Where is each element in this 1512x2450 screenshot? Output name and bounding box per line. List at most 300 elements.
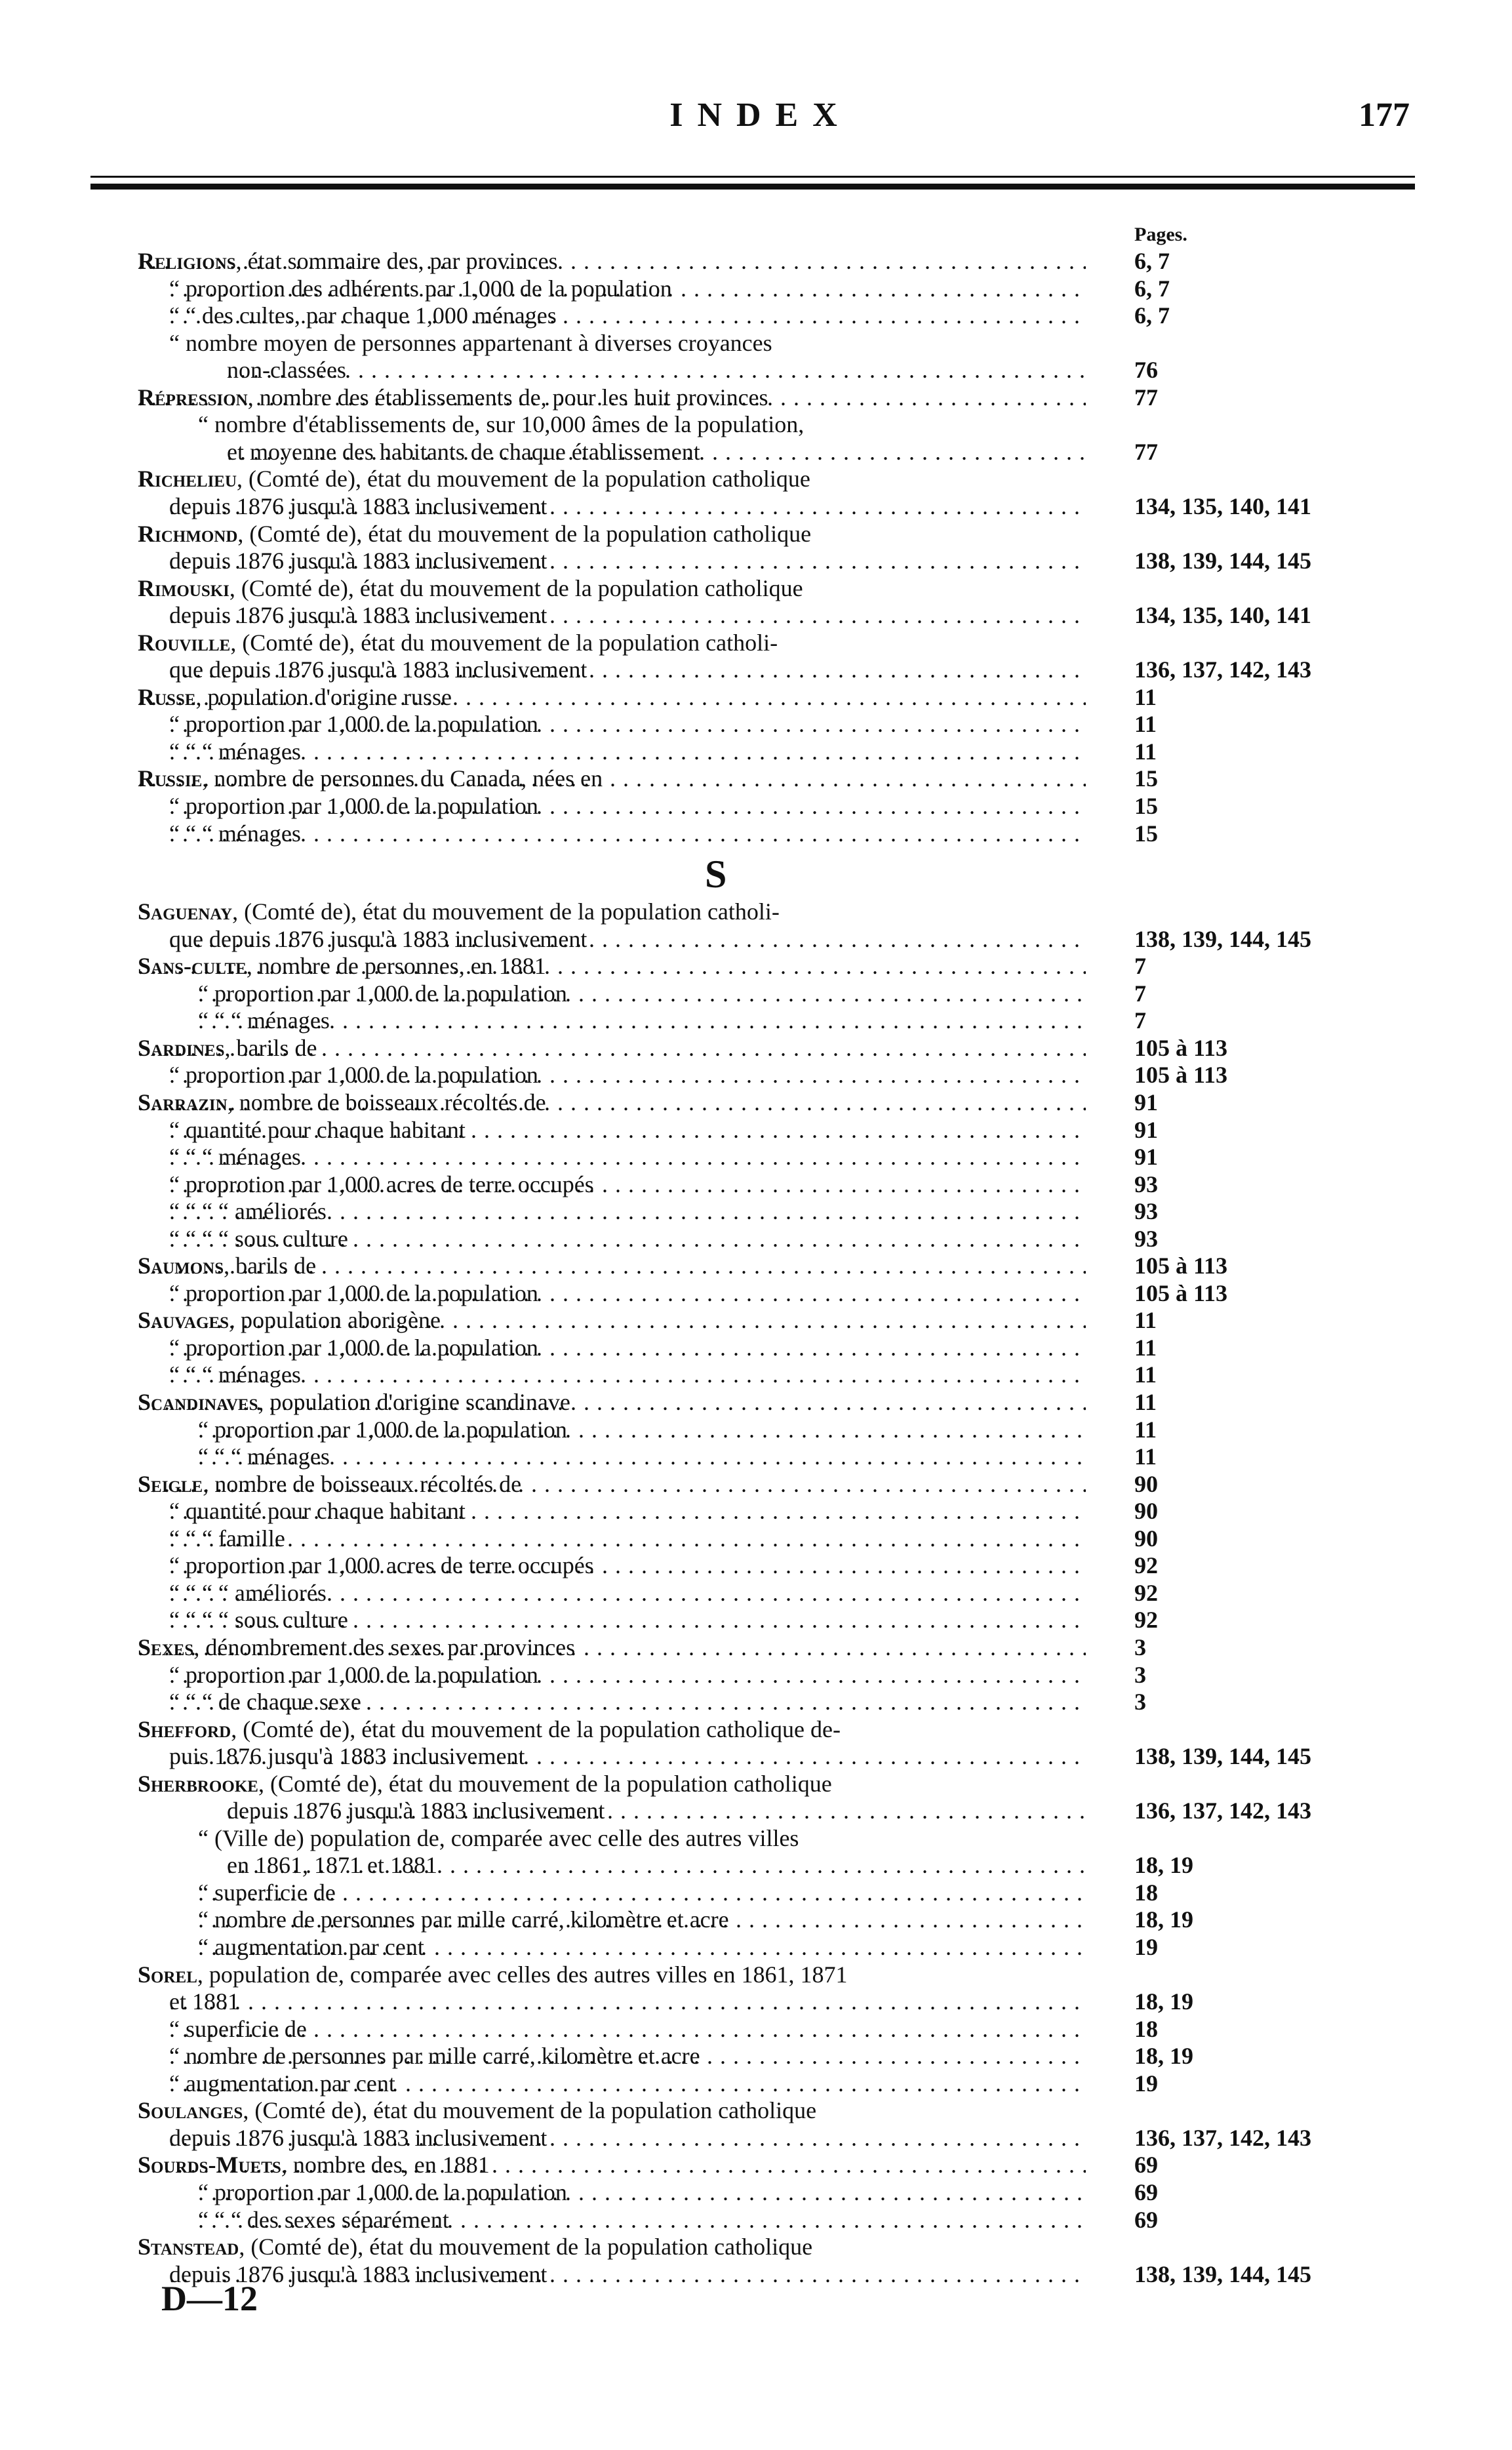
entry-pages: 18, 19 — [1134, 1852, 1193, 1878]
entry-description: , (Comté de), état du mouvement de la population catholique — [237, 466, 810, 492]
index-entry — [0, 1498, 1512, 1525]
entry-pages: 15 — [1134, 765, 1158, 792]
entry-text — [169, 1988, 1086, 2015]
entry-description: “ augmentation par cent — [169, 2070, 395, 2097]
entry-description: “ “ “ ménages — [169, 1144, 301, 1170]
entry-pages: 15 — [1134, 793, 1158, 819]
entry-pages: 91 — [1134, 1144, 1158, 1170]
entry-description: , nombre de personnes, en 1881 — [246, 953, 546, 979]
entry-pages: 138, 139, 144, 145 — [1134, 1743, 1311, 1769]
entry-pages: 69 — [1134, 2179, 1158, 2205]
entry-pages: 11 — [1134, 1361, 1157, 1388]
entry-pages: 90 — [1134, 1471, 1158, 1497]
entry-text — [169, 1335, 1086, 1361]
index-entry — [0, 439, 1512, 466]
entry-text — [138, 248, 1086, 275]
entry-heading: Répression — [138, 384, 248, 411]
entry-pages: 92 — [1134, 1607, 1158, 1633]
entry-description: “ proportion par 1,000 de la population — [198, 980, 567, 1007]
entry-pages: 11 — [1134, 1443, 1157, 1470]
index-entry — [0, 384, 1512, 411]
index-entry — [0, 1198, 1512, 1225]
index-entry — [0, 1552, 1512, 1579]
entry-text — [169, 2125, 1086, 2152]
entry-pages: 77 — [1134, 384, 1158, 411]
index-entry — [0, 1689, 1512, 1716]
entry-text — [138, 898, 1086, 925]
entry-pages: 3 — [1134, 1689, 1146, 1715]
entry-description: , population aborigène — [229, 1307, 441, 1333]
entry-description: “ proprotion par 1,000 acres de terre occupés — [169, 1171, 594, 1197]
entry-description: “ augmentation par cent — [198, 1934, 424, 1960]
entry-text — [169, 1580, 1086, 1607]
entry-description: , (Comté de), état du mouvement de la population catholique — [229, 575, 803, 601]
index-entry — [0, 2234, 1512, 2260]
index-entry — [0, 820, 1512, 847]
entry-text — [169, 1361, 1086, 1388]
entry-description: , état sommaire des, par provinces — [235, 248, 558, 274]
entry-pages: 3 — [1134, 1634, 1146, 1660]
index-entry — [0, 1361, 1512, 1388]
index-entry — [0, 1253, 1512, 1279]
index-entry — [0, 493, 1512, 520]
index-entry — [0, 1580, 1512, 1607]
entry-description: “ proportion par 1,000 de la population — [169, 1280, 538, 1306]
index-entry — [0, 1716, 1512, 1743]
index-entry — [0, 1443, 1512, 1470]
entry-description: “ “ “ de chaque sexe — [169, 1689, 361, 1715]
entry-text — [169, 793, 1086, 820]
index-entry — [0, 1307, 1512, 1334]
entry-description: , dénombrement des sexes par provinces — [193, 1634, 576, 1660]
entry-text — [198, 2207, 1086, 2234]
entry-pages: 136, 137, 142, 143 — [1134, 656, 1311, 683]
entry-text — [169, 2070, 1086, 2097]
entry-text — [169, 1689, 1086, 1716]
entry-pages: 93 — [1134, 1171, 1158, 1197]
entry-text — [169, 820, 1086, 847]
entry-text — [138, 1389, 1086, 1416]
entry-description: , (Comté de), état du mouvement de la population catholique — [237, 521, 812, 547]
entry-heading: Soulanges — [138, 2097, 243, 2123]
entry-pages: 105 à 113 — [1134, 1253, 1228, 1279]
entry-description: , (Comté de), état du mouvement de la population catholi- — [230, 630, 778, 656]
entry-text — [169, 1743, 1086, 1770]
entry-text — [138, 2097, 1086, 2124]
entry-description: “ superficie de — [169, 2016, 307, 2042]
entry-text — [169, 1552, 1086, 1579]
index-entry — [0, 1389, 1512, 1416]
entry-heading: Sherbrooke — [138, 1771, 258, 1797]
entry-text — [138, 1771, 1086, 1797]
entry-text — [169, 1144, 1086, 1171]
entry-description: “ “ “ ménages — [169, 820, 301, 847]
index-entry — [0, 1988, 1512, 2015]
printer-signature: D—12 — [161, 2279, 258, 2318]
entry-description: “ “ “ ménages — [198, 1007, 330, 1034]
entry-text — [169, 1607, 1086, 1634]
index-entry — [0, 1634, 1512, 1661]
entry-pages: 105 à 113 — [1134, 1062, 1228, 1088]
entry-description: que depuis 1876 jusqu'à 1883 inclusivement — [169, 656, 587, 683]
index-entry — [0, 411, 1512, 438]
entry-heading: Rimouski — [138, 575, 229, 601]
entry-heading: Saumons — [138, 1253, 224, 1279]
index-entry — [0, 2125, 1512, 2152]
entry-description: “ proportion des adhérents par 1,000 de la population — [169, 275, 672, 302]
entry-description: “ (Ville de) population de, comparée avec celle des autres villes — [198, 1825, 799, 1851]
entry-description: “ proportion par 1,000 de la population — [169, 1062, 538, 1088]
entry-heading: Rouville — [138, 630, 231, 656]
index-entry — [0, 275, 1512, 302]
index-entry — [0, 1226, 1512, 1253]
index-entry — [0, 1906, 1512, 1933]
entry-description: depuis 1876 jusqu'à 1883 inclusivement — [169, 548, 547, 574]
entry-heading: Richelieu — [138, 466, 237, 492]
entry-text — [138, 1035, 1086, 1062]
entry-description: et moyenne des habitants de chaque établissement — [227, 439, 700, 465]
entry-description: , nombre de boisseaux récoltés de — [227, 1089, 546, 1115]
entry-heading: Sardines — [138, 1035, 225, 1061]
entry-description: depuis 1876 jusqu'à 1883 inclusivement — [227, 1797, 605, 1824]
entry-text — [198, 1934, 1086, 1961]
entry-text — [138, 1961, 1086, 1988]
entry-text — [169, 1226, 1086, 1253]
entry-description: , nombre de boisseaux récoltés de — [203, 1471, 522, 1497]
entry-description: “ superficie de — [198, 1879, 336, 1906]
page-number: 177 — [1359, 96, 1410, 134]
entry-pages: 77 — [1134, 439, 1158, 465]
entry-description: , (Comté de), état du mouvement de la population catholi- — [232, 898, 780, 925]
entry-pages: 3 — [1134, 1662, 1146, 1688]
entry-description: , barils de — [224, 1253, 317, 1279]
entry-text — [138, 953, 1086, 980]
index-entry — [0, 980, 1512, 1007]
index-entry — [0, 630, 1512, 656]
entry-text — [169, 1117, 1086, 1144]
entry-heading: Sauvages — [138, 1307, 229, 1333]
entry-pages: 91 — [1134, 1089, 1158, 1115]
entry-text — [138, 466, 1086, 492]
entry-text — [169, 275, 1086, 302]
index-entry — [0, 656, 1512, 683]
index-entry — [0, 248, 1512, 275]
index-entry — [0, 1662, 1512, 1689]
index-entry — [0, 738, 1512, 765]
entry-pages: 7 — [1134, 980, 1146, 1007]
entry-pages: 6, 7 — [1134, 248, 1170, 274]
index-entry — [0, 2152, 1512, 2179]
entry-description: , (Comté de), état du mouvement de la population catholique — [239, 2234, 813, 2260]
entry-description: , nombre de personnes du Canada, nées en — [202, 765, 603, 792]
entry-description: “ proportion par 1,000 de la population — [198, 2179, 567, 2205]
entry-text — [138, 2152, 1086, 2179]
entry-pages: 93 — [1134, 1198, 1158, 1224]
entry-description: “ “ “ “ améliorés — [169, 1198, 327, 1224]
entry-description: , population d'origine scandinave — [258, 1389, 570, 1415]
entry-text — [169, 2261, 1086, 2288]
entry-heading: Sourds-Muets — [138, 2152, 281, 2178]
entry-description: “ proportion par 1,000 de la population — [169, 793, 538, 819]
entry-pages: 7 — [1134, 953, 1146, 979]
entry-pages: 69 — [1134, 2207, 1158, 2233]
entry-pages: 7 — [1134, 1007, 1146, 1034]
entry-heading: Stanstead — [138, 2234, 239, 2260]
entry-text — [198, 1007, 1086, 1034]
entry-pages: 91 — [1134, 1117, 1158, 1143]
entry-heading: Russie — [138, 765, 203, 792]
entry-pages: 136, 137, 142, 143 — [1134, 1797, 1311, 1824]
entry-heading: Russe — [138, 684, 196, 710]
index-entry — [0, 1062, 1512, 1089]
entry-heading: Sans-culte — [138, 953, 247, 979]
index-entry — [0, 1335, 1512, 1361]
index-entry — [0, 2207, 1512, 2234]
entry-pages: 138, 139, 144, 145 — [1134, 548, 1311, 574]
entry-text — [169, 330, 1086, 357]
entry-pages: 134, 135, 140, 141 — [1134, 493, 1311, 519]
entry-text — [227, 1852, 1086, 1879]
entry-pages: 69 — [1134, 2152, 1158, 2178]
entry-heading: Sexes — [138, 1634, 194, 1660]
entry-pages: 138, 139, 144, 145 — [1134, 2261, 1311, 2287]
index-entry — [0, 466, 1512, 492]
pages-column-label: Pages. — [1134, 224, 1187, 245]
entry-text — [198, 980, 1086, 1007]
entry-text — [169, 1171, 1086, 1198]
index-entry — [0, 521, 1512, 548]
index-entry — [0, 1825, 1512, 1852]
entry-description: “ “ “ “ améliorés — [169, 1580, 327, 1606]
entry-text — [169, 548, 1086, 574]
entry-description: , population d'origine russe — [195, 684, 452, 710]
entry-description: “ “ “ “ sous culture — [169, 1226, 348, 1252]
entry-pages: 19 — [1134, 2070, 1158, 2097]
entry-text — [138, 521, 1086, 548]
entry-pages: 138, 139, 144, 145 — [1134, 926, 1311, 952]
entry-text — [227, 357, 1086, 384]
entry-pages: 6, 7 — [1134, 302, 1170, 329]
entry-text — [198, 1416, 1086, 1443]
entry-text — [169, 1498, 1086, 1525]
entry-pages: 93 — [1134, 1226, 1158, 1252]
entry-description: “ nombre de personnes par mille carré, kilomètre et acre — [198, 1906, 729, 1933]
entry-pages: 18, 19 — [1134, 1906, 1193, 1933]
entry-text — [138, 1716, 1086, 1743]
entry-text — [138, 1471, 1086, 1498]
index-entry — [0, 330, 1512, 357]
entry-text — [169, 1525, 1086, 1552]
index-entry — [0, 793, 1512, 820]
index-entry — [0, 602, 1512, 629]
entry-text — [198, 411, 1086, 438]
entry-text — [138, 1253, 1086, 1279]
entry-description: puis 1876 jusqu'à 1883 inclusivement — [169, 1743, 525, 1769]
index-entry — [0, 2016, 1512, 2043]
entry-description: “ “ des cultes, par chaque 1,000 ménages — [169, 302, 557, 329]
entry-text — [198, 1906, 1086, 1933]
entry-description: “ “ “ ménages — [198, 1443, 330, 1470]
index-entry — [0, 1743, 1512, 1770]
index-entry — [0, 2043, 1512, 2070]
entry-text — [138, 630, 1086, 656]
index-entry — [0, 1797, 1512, 1824]
entry-description: “ “ “ ménages — [169, 1361, 301, 1388]
index-entry — [0, 684, 1512, 711]
entry-description: , (Comté de), état du mouvement de la population catholique de- — [231, 1716, 841, 1742]
entry-text — [169, 602, 1086, 629]
entry-text — [138, 684, 1086, 711]
entry-text — [138, 1634, 1086, 1661]
entry-pages: 18 — [1134, 2016, 1158, 2042]
entry-text — [169, 1662, 1086, 1689]
entry-description: “ quantité pour chaque habitant — [169, 1498, 466, 1524]
entry-description: “ proportion par 1,000 de la population — [169, 711, 538, 737]
index-entry — [0, 1171, 1512, 1198]
entry-pages: 19 — [1134, 1934, 1158, 1960]
entry-text — [138, 575, 1086, 602]
entry-pages: 11 — [1134, 684, 1157, 710]
entry-description: en 1861, 1871 et 1881 — [227, 1852, 437, 1878]
entry-heading: Richmond — [138, 521, 238, 547]
entry-pages: 136, 137, 142, 143 — [1134, 2125, 1311, 2151]
section-letter: S — [705, 853, 727, 896]
entry-description: depuis 1876 jusqu'à 1883 inclusivement — [169, 602, 547, 628]
entry-pages: 11 — [1134, 1389, 1157, 1415]
entry-heading: Religions — [138, 248, 236, 274]
entry-text — [138, 384, 1086, 411]
entry-pages: 18 — [1134, 1879, 1158, 1906]
entry-text — [138, 765, 1086, 792]
entry-heading: Saguenay — [138, 898, 233, 925]
index-entry — [0, 1007, 1512, 1034]
entry-text — [169, 2043, 1086, 2070]
entry-description: non-classées — [227, 357, 346, 383]
index-entry — [0, 357, 1512, 384]
entry-pages: 11 — [1134, 1307, 1157, 1333]
index-entry — [0, 302, 1512, 329]
entry-text — [169, 711, 1086, 738]
entry-description: “ “ “ famille — [169, 1525, 285, 1552]
entry-text — [227, 439, 1086, 466]
entry-description: “ nombre d'établissements de, sur 10,000 âmes de la population, — [198, 411, 805, 437]
index-entry — [0, 765, 1512, 792]
index-entry — [0, 898, 1512, 925]
entry-description: “ “ “ des sexes séparément — [198, 2207, 449, 2233]
index-entry — [0, 1280, 1512, 1307]
index-entry — [0, 711, 1512, 738]
entry-description: , (Comté de), état du mouvement de la population catholique — [243, 2097, 817, 2123]
entry-description: “ proportion par 1,000 de la population — [169, 1335, 538, 1361]
index-entry — [0, 1934, 1512, 1961]
entry-pages: 11 — [1134, 711, 1157, 737]
index-entry — [0, 1035, 1512, 1062]
entry-text — [169, 493, 1086, 520]
entry-description: depuis 1876 jusqu'à 1883 inclusivement — [169, 493, 547, 519]
entry-text — [198, 1825, 1086, 1852]
entry-pages: 18, 19 — [1134, 1988, 1193, 2015]
index-entry — [0, 1416, 1512, 1443]
index-entry — [0, 1471, 1512, 1498]
entry-description: que depuis 1876 jusqu'à 1883 inclusivement — [169, 926, 587, 952]
header-rule-thin — [90, 176, 1415, 178]
entry-text — [169, 738, 1086, 765]
entry-text — [198, 2179, 1086, 2206]
index-entry — [0, 1771, 1512, 1797]
index-entry — [0, 2179, 1512, 2206]
entry-pages: 11 — [1134, 1416, 1157, 1443]
entry-description: , population de, comparée avec celles des autres villes en 1861, 1871 — [197, 1961, 848, 1988]
index-entry — [0, 575, 1512, 602]
entry-heading: Sarrazin — [138, 1089, 228, 1115]
entry-description: “ quantité pour chaque habitant — [169, 1117, 466, 1143]
entry-description: “ proportion par 1,000 de la population — [169, 1662, 538, 1688]
entry-text — [138, 1089, 1086, 1116]
index-entry — [0, 1852, 1512, 1879]
index-entry — [0, 1089, 1512, 1116]
entry-description: , nombre des établissements de, pour les huit provinces — [247, 384, 768, 411]
entry-text — [138, 1307, 1086, 1334]
entry-description: , (Comté de), état du mouvement de la population catholique — [258, 1771, 832, 1797]
entry-heading: Scandinaves — [138, 1389, 258, 1415]
entry-description: , nombre des, en 1881 — [281, 2152, 490, 2178]
entry-description: “ nombre de personnes par mille carré, kilomètre et acre — [169, 2043, 700, 2069]
entry-text — [169, 1280, 1086, 1307]
entry-description: et 1881 — [169, 1988, 239, 2015]
entry-description: depuis 1876 jusqu'à 1883 inclusivement — [169, 2261, 547, 2287]
index-entry — [0, 548, 1512, 574]
entry-heading: Sorel — [138, 1961, 197, 1988]
index-entry — [0, 1961, 1512, 1988]
entry-description: “ nombre moyen de personnes appartenant à diverses croyances — [169, 330, 772, 356]
index-entry — [0, 926, 1512, 953]
index-entry — [0, 1607, 1512, 1634]
entry-text — [169, 926, 1086, 953]
entry-heading: Seigle — [138, 1471, 203, 1497]
entry-heading: Shefford — [138, 1716, 231, 1742]
entry-pages: 134, 135, 140, 141 — [1134, 602, 1311, 628]
header-rule-thick — [90, 184, 1415, 190]
entry-pages: 11 — [1134, 738, 1157, 765]
index-entry — [0, 1525, 1512, 1552]
entry-description: “ proportion par 1,000 acres de terre occupés — [169, 1552, 594, 1578]
entry-pages: 90 — [1134, 1498, 1158, 1524]
index-entry — [0, 1117, 1512, 1144]
entry-text — [169, 2016, 1086, 2043]
entry-description: “ “ “ ménages — [169, 738, 301, 765]
index-entry — [0, 1879, 1512, 1906]
index-entry — [0, 1144, 1512, 1171]
entry-text — [227, 1797, 1086, 1824]
entry-description: “ proportion par 1,000 de la population — [198, 1416, 567, 1443]
entry-text — [138, 2234, 1086, 2260]
entry-text — [169, 302, 1086, 329]
entry-pages: 90 — [1134, 1525, 1158, 1552]
entry-pages: 15 — [1134, 820, 1158, 847]
entry-pages: 92 — [1134, 1580, 1158, 1606]
index-entry — [0, 2097, 1512, 2124]
index-entry — [0, 953, 1512, 980]
index-entry — [0, 2070, 1512, 2097]
entry-pages: 11 — [1134, 1335, 1157, 1361]
entry-description: “ “ “ “ sous culture — [169, 1607, 348, 1633]
entry-pages: 6, 7 — [1134, 275, 1170, 302]
entry-pages: 76 — [1134, 357, 1158, 383]
entry-pages: 105 à 113 — [1134, 1280, 1228, 1306]
entry-text — [169, 1198, 1086, 1225]
entry-pages: 18, 19 — [1134, 2043, 1193, 2069]
entry-text — [198, 1443, 1086, 1470]
